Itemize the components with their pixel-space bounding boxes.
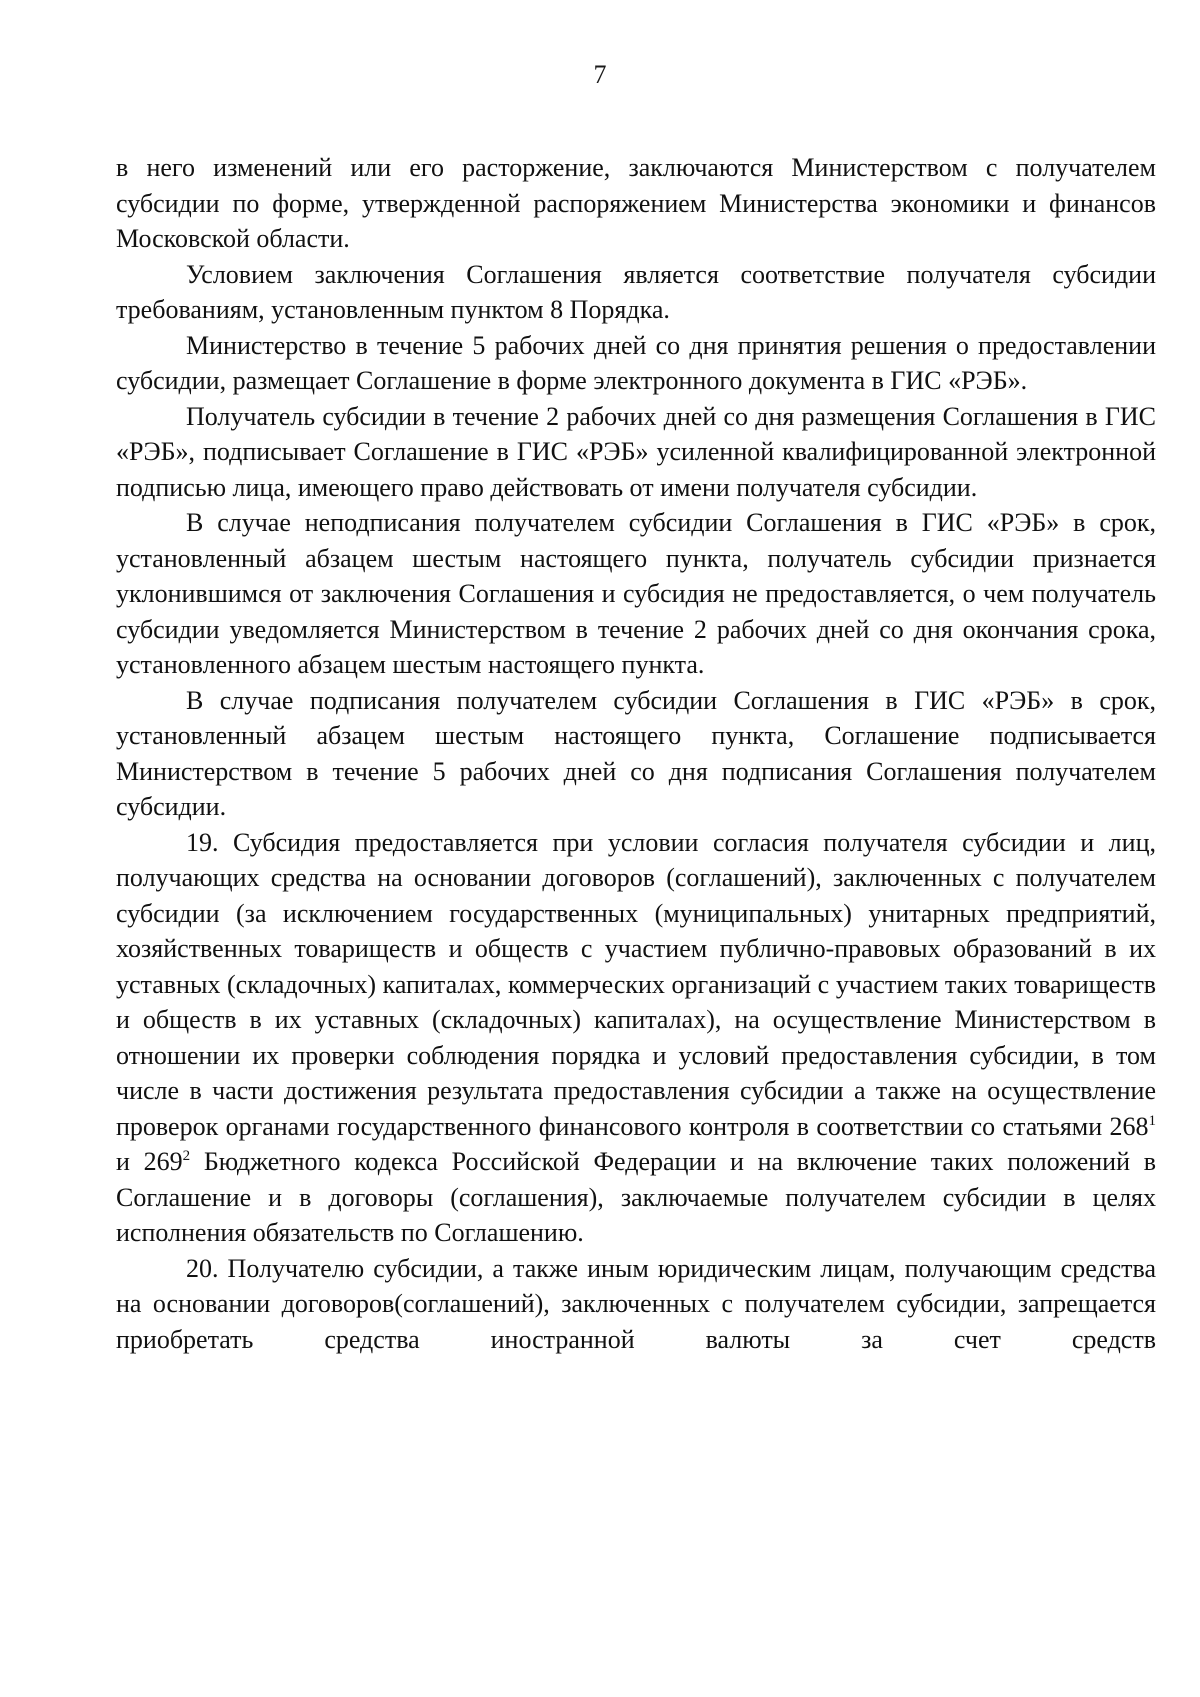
paragraph-non-signing: В случае неподписания получателем субсидии Соглашения в ГИС «РЭБ» в срок, установленный абзацем шестым настоящего пункта, получатель субсидии признается уклонившимся от заключения Соглашения и субсидия не предоставляется, о чем получатель субсидии уведомляется Министерством в течение 2 рабочих дней со дня окончания срока, установленного абзацем шестым настоящего пункта. [116, 508, 1156, 679]
paragraph-item-20: 20. Получателю субсидии, а также иным юридическим лицам, получающим средства на основании договоров(соглашений), заключенных с получателем субсидии, запрещается приобретать средства иностранной валюты за счет средств [116, 1253, 1156, 1354]
paragraph-contract-form: в него изменений или его расторжение, заключаются Министерством с получателем субсидии по форме, утвержденной распоряжением Министерства экономики и финансов Московской области. [116, 153, 1156, 253]
paragraph-signing: В случае подписания получателем субсидии Соглашения в ГИС «РЭБ» в срок, установленный абзацем шестым настоящего пункта, Соглашение подписывается Министерством в течение 5 рабочих дней со дня подписания Соглашения получателем субсидии. [116, 685, 1156, 821]
item-19-text-end: Бюджетного кодекса Российской Федерации и на включение таких положений в Соглашение и в договоры (соглашения), заключаемые получателем субсидии в целях исполнения обязательств по Соглашению. [116, 1147, 1156, 1247]
paragraph-ministry-placement: Министерство в течение 5 рабочих дней со дня принятия решения о предоставлении субсидии, размещает Соглашение в форме электронного документа в ГИС «РЭБ». [116, 330, 1156, 395]
article-269: 269 [143, 1147, 183, 1176]
paragraph-recipient-signing: Получатель субсидии в течение 2 рабочих дней со дня размещения Соглашения в ГИС «РЭБ», подписывает Соглашение в ГИС «РЭБ» усиленной квалифицированной электронной подписью лица, имеющего право действовать от имени получателя субсидии. [116, 401, 1156, 502]
article-268: 268 [1109, 1111, 1149, 1141]
article-268-superscript: 1 [1148, 1112, 1156, 1129]
paragraph-item-19 [116, 825, 1156, 1251]
item-19-text-start: 19. Субсидия предоставляется при условии согласия получателя субсидии и лиц, получающих средства на основании договоров (соглашений), заключенных с получателем субсидии (за исключением государственных (муниципальных) унитарных предприятий, хозяйственных товариществ и обществ с участием публично-правовых образований в их уставных (складочных) капиталах, коммерческих организаций с участием таких товариществ и обществ в их уставных (складочных) капиталах), на осуществление Министерством в отношении их проверки соблюдения порядка и условий предоставления субсидии, в том числе в части достижения результата предоставления субсидии а также на осуществление проверок органами государственного финансового контроля в соответствии со статьями [116, 827, 1156, 1141]
page-number: 7 [593, 60, 607, 89]
item-19-conjunction: и [116, 1147, 144, 1176]
document-body [116, 150, 1156, 1357]
article-269-superscript: 2 [182, 1148, 191, 1164]
paragraph-agreement-condition: Условием заключения Соглашения является соответствие получателя субсидии требованиям, установленным пунктом 8 Порядка. [116, 259, 1156, 324]
